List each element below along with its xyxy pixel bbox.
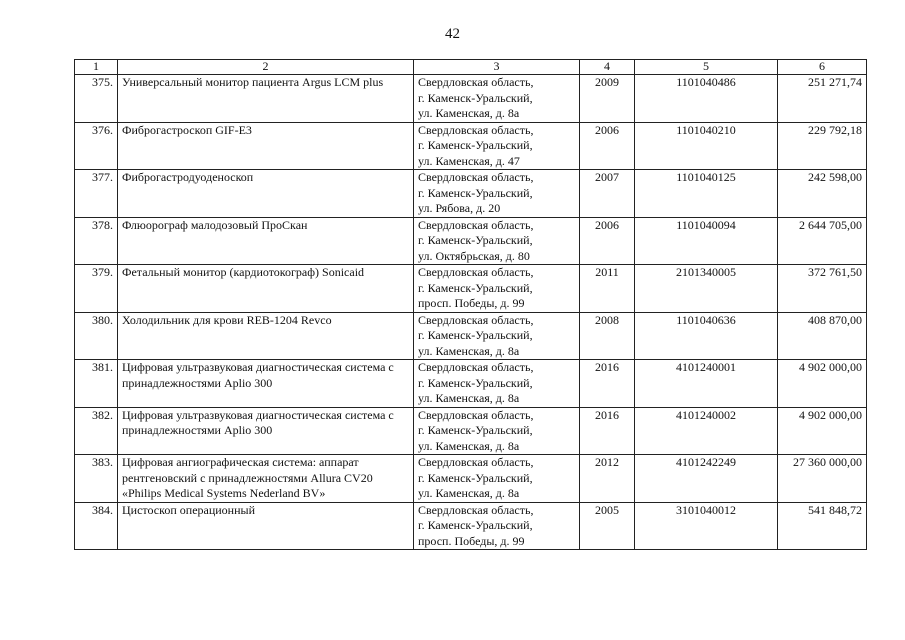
address-line: г. Каменск-Уральский, xyxy=(418,280,533,295)
item-year: 2006 xyxy=(580,122,635,170)
inventory-number: 4101242249 xyxy=(635,455,778,503)
item-cost: 408 870,00 xyxy=(778,312,867,360)
header-col-5: 5 xyxy=(635,60,778,75)
address-line: Свердловская область, xyxy=(418,75,534,89)
inventory-number: 1101040486 xyxy=(635,75,778,123)
table-row xyxy=(75,122,867,170)
address-line: г. Каменск-Уральский, xyxy=(418,138,533,152)
header-row xyxy=(75,60,867,75)
page-number: 42 xyxy=(445,26,460,42)
table-row xyxy=(75,502,867,550)
address-line: г. Каменск-Уральский, xyxy=(418,185,533,200)
header-col-4: 4 xyxy=(580,60,635,75)
table-row xyxy=(75,360,867,408)
item-year: 2012 xyxy=(580,455,635,503)
table-header xyxy=(75,60,867,75)
item-name: Фетальный монитор (кардиотокограф) Sonicaid xyxy=(118,265,414,313)
table-row xyxy=(75,217,867,265)
address-line: г. Каменск-Уральский, xyxy=(418,518,533,532)
address-line: г. Каменск-Уральский, xyxy=(418,375,533,390)
item-name: Цифровая ангиографическая система: аппарат рентгеновский с принадлежностями Allura CV20 «Philips Medical Systems Nederland BV» xyxy=(118,455,414,503)
inventory-number: 4101240001 xyxy=(635,360,778,408)
inventory-number: 1101040210 xyxy=(635,122,778,170)
inventory-number: 1101040125 xyxy=(635,170,778,218)
item-name: Фиброгастроскоп GIF-E3 xyxy=(118,122,414,170)
item-address xyxy=(414,407,580,455)
row-number: 378. xyxy=(75,217,118,265)
table-row xyxy=(75,407,867,455)
item-year: 2016 xyxy=(580,360,635,408)
address-line: Свердловская область, xyxy=(418,312,534,327)
address-line: ул. Каменская, д. 8а xyxy=(418,486,520,500)
item-name: Универсальный монитор пациента Argus LCM plus xyxy=(118,75,414,123)
address-line: Свердловская область, xyxy=(418,360,534,374)
item-cost: 4 902 000,00 xyxy=(778,360,867,408)
item-name: Холодильник для крови REB-1204 Revco xyxy=(118,312,414,360)
address-line: ул. Каменская, д. 47 xyxy=(418,153,520,168)
item-address xyxy=(414,75,580,123)
item-year: 2011 xyxy=(580,265,635,313)
address-line: ул. Каменская, д. 8а xyxy=(418,391,520,405)
item-year: 2016 xyxy=(580,407,635,455)
address-line: Свердловская область, xyxy=(418,502,534,517)
item-address xyxy=(414,455,580,503)
inventory-number: 4101240002 xyxy=(635,407,778,455)
item-name: Цифровая ультразвуковая диагностическая система с принадлежностями Aplio 300 xyxy=(118,360,414,408)
address-line: Свердловская область, xyxy=(418,455,534,469)
item-year: 2007 xyxy=(580,170,635,218)
inventory-number: 3101040012 xyxy=(635,502,778,550)
item-address xyxy=(414,122,580,170)
table-row xyxy=(75,170,867,218)
header-col-1: 1 xyxy=(75,60,118,75)
item-cost: 4 902 000,00 xyxy=(778,407,867,455)
item-cost: 242 598,00 xyxy=(778,170,867,218)
row-number: 383. xyxy=(75,455,118,503)
address-line: г. Каменск-Уральский, xyxy=(418,233,533,247)
address-line: ул. Каменская, д. 8а xyxy=(418,438,520,453)
row-number: 375. xyxy=(75,75,118,123)
address-line: г. Каменск-Уральский, xyxy=(418,328,533,342)
item-address xyxy=(414,360,580,408)
table-row xyxy=(75,455,867,503)
address-line: ул. Каменская, д. 8а xyxy=(418,106,520,120)
table-body xyxy=(75,75,867,550)
inventory-number: 1101040094 xyxy=(635,217,778,265)
address-line: просп. Победы, д. 99 xyxy=(418,296,525,310)
address-line: ул. Октябрьская, д. 80 xyxy=(418,248,530,263)
inventory-number: 2101340005 xyxy=(635,265,778,313)
item-cost: 372 761,50 xyxy=(778,265,867,313)
row-number: 376. xyxy=(75,122,118,170)
inventory-number: 1101040636 xyxy=(635,312,778,360)
address-line: Свердловская область, xyxy=(418,265,534,279)
item-cost: 27 360 000,00 xyxy=(778,455,867,503)
item-address xyxy=(414,217,580,265)
address-line: Свердловская область, xyxy=(418,217,534,232)
row-number: 382. xyxy=(75,407,118,455)
table-row xyxy=(75,265,867,313)
address-line: г. Каменск-Уральский, xyxy=(418,90,533,105)
item-name: Фиброгастродуоденоскоп xyxy=(118,170,414,218)
item-cost: 541 848,72 xyxy=(778,502,867,550)
address-line: Свердловская область, xyxy=(418,407,534,422)
row-number: 381. xyxy=(75,360,118,408)
item-address xyxy=(414,502,580,550)
item-address xyxy=(414,312,580,360)
item-year: 2009 xyxy=(580,75,635,123)
item-name: Флюорограф малодозовый ПроСкан xyxy=(118,217,414,265)
item-name: Цистоскоп операционный xyxy=(118,502,414,550)
address-line: ул. Рябова, д. 20 xyxy=(418,201,501,215)
item-address xyxy=(414,265,580,313)
item-cost: 2 644 705,00 xyxy=(778,217,867,265)
row-number: 384. xyxy=(75,502,118,550)
item-cost: 251 271,74 xyxy=(778,75,867,123)
row-number: 380. xyxy=(75,312,118,360)
item-address xyxy=(414,170,580,218)
address-line: Свердловская область, xyxy=(418,170,534,184)
address-line: Свердловская область, xyxy=(418,122,534,137)
header-col-3: 3 xyxy=(414,60,580,75)
header-col-6: 6 xyxy=(778,60,867,75)
row-number: 379. xyxy=(75,265,118,313)
item-name: Цифровая ультразвуковая диагностическая система с принадлежностями Aplio 300 xyxy=(118,407,414,455)
item-year: 2008 xyxy=(580,312,635,360)
address-line: ул. Каменская, д. 8а xyxy=(418,343,520,358)
address-line: г. Каменск-Уральский, xyxy=(418,423,533,437)
item-cost: 229 792,18 xyxy=(778,122,867,170)
table-row xyxy=(75,312,867,360)
address-line: просп. Победы, д. 99 xyxy=(418,533,525,548)
item-year: 2006 xyxy=(580,217,635,265)
table-row xyxy=(75,75,867,123)
address-line: г. Каменск-Уральский, xyxy=(418,470,533,485)
header-col-2: 2 xyxy=(118,60,414,75)
row-number: 377. xyxy=(75,170,118,218)
item-year: 2005 xyxy=(580,502,635,550)
property-table xyxy=(74,59,867,550)
